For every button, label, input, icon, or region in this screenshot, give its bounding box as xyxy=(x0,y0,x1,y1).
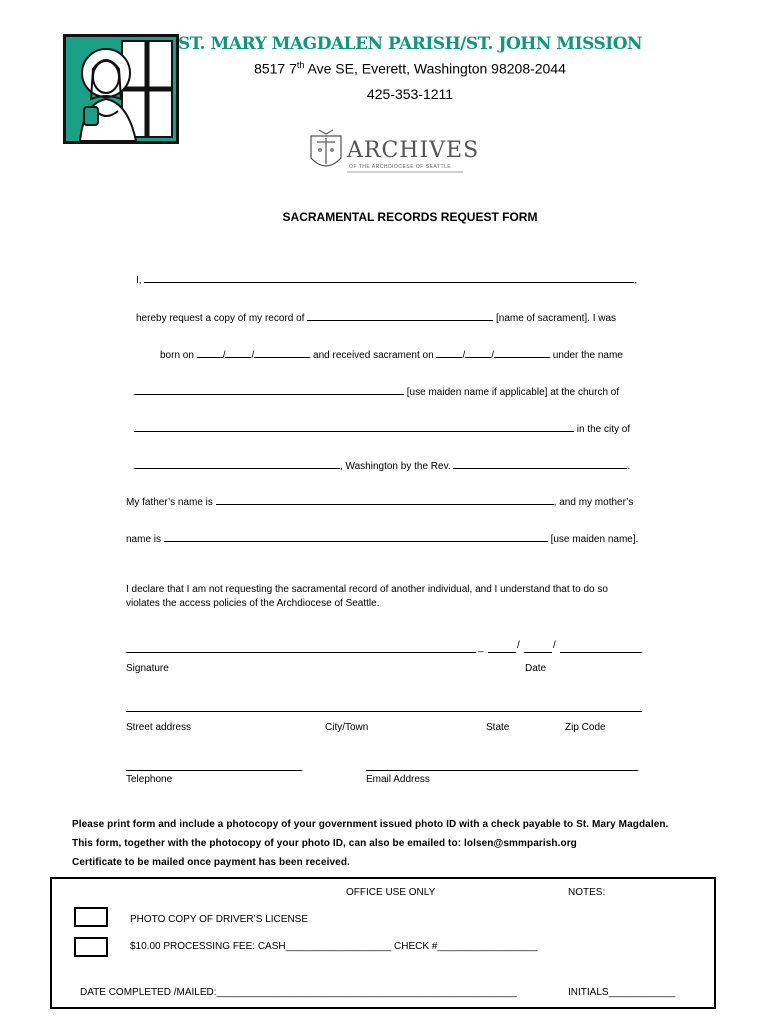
initials-label: INITIALS____________ xyxy=(568,987,676,998)
fee-checkbox[interactable] xyxy=(74,937,108,957)
line-label: [use maiden name if applicable] at the church of xyxy=(406,387,620,398)
line-label: . xyxy=(627,461,631,472)
line-label: My father’s name is xyxy=(126,497,213,508)
fee-label: $10.00 PROCESSING FEE: CASH___________________ CHECK #__________________ xyxy=(130,941,538,952)
reverend-field[interactable] xyxy=(453,458,627,469)
line-label: in the city of xyxy=(576,424,631,435)
parish-address xyxy=(160,60,660,77)
line-label: under the name xyxy=(552,350,623,361)
line-label: [use maiden name]. xyxy=(550,534,639,545)
city-label: City/Town xyxy=(325,722,369,733)
line-label: I, xyxy=(136,275,142,286)
line-label: name is xyxy=(126,534,162,545)
parish-phone: 425-353-1211 xyxy=(366,86,454,102)
sig-separator: _ xyxy=(478,642,484,653)
sacrament-line xyxy=(136,310,616,324)
date-slash: / xyxy=(517,640,520,651)
line-label: born on xyxy=(160,350,194,361)
city-rev-line xyxy=(134,458,630,472)
office-use-box xyxy=(50,877,716,1009)
line-label: hereby request a copy of my record of xyxy=(136,313,305,324)
archives-subtitle: OF THE ARCHDIOCESE OF SEATTLE xyxy=(349,164,452,170)
notes-label: NOTES: xyxy=(568,887,606,898)
archives-logo xyxy=(307,128,480,182)
address-part: 8517 7 xyxy=(254,60,297,77)
line-label: and received sacrament on xyxy=(313,350,434,361)
declaration-line-2: violates the access policies of the Archdiocese of Seattle. xyxy=(126,598,380,609)
telephone-label: Telephone xyxy=(126,774,173,785)
declaration-line-1: I declare that I am not requesting the sacramental record of another individual, and I understand that to do so xyxy=(126,584,608,595)
address-sup: th xyxy=(296,60,305,70)
zip-label: Zip Code xyxy=(565,722,606,733)
church-line xyxy=(134,421,630,435)
address-field[interactable] xyxy=(126,711,642,712)
sacrament-day-field[interactable] xyxy=(465,347,491,358)
street-label: Street address xyxy=(126,722,192,733)
line-label: , Washington by the Rev. xyxy=(340,461,451,472)
sacrament-month-field[interactable] xyxy=(436,347,462,358)
birth-day-field[interactable] xyxy=(225,347,251,358)
date-slash: / xyxy=(553,640,556,651)
sign-day-field[interactable] xyxy=(524,652,552,653)
email-label: Email Address xyxy=(366,774,430,785)
sign-year-field[interactable] xyxy=(560,652,642,653)
license-label: PHOTO COPY OF DRIVER’S LICENSE xyxy=(130,914,309,925)
record-name-field[interactable] xyxy=(134,384,404,395)
line-label: , xyxy=(634,275,638,286)
instructions-line-1: Please print form and include a photocopy of your government issued photo ID with a check payable to St. Mary Magdalen. xyxy=(72,819,669,830)
city-field[interactable] xyxy=(134,458,340,469)
line-label: [name of sacrament]. I was xyxy=(495,313,617,324)
email-field[interactable] xyxy=(366,770,638,771)
full-name-field[interactable] xyxy=(144,272,634,283)
birth-year-field[interactable] xyxy=(254,347,310,358)
mother-line xyxy=(126,531,638,545)
parish-name: ST. MARY MAGDALEN PARISH/ST. JOHN MISSION xyxy=(177,34,643,54)
father-name-field[interactable] xyxy=(216,494,554,505)
sacrament-year-field[interactable] xyxy=(494,347,550,358)
father-line xyxy=(126,494,633,508)
instructions-line-2: This form, together with the photocopy of your photo ID, can also be emailed to: lolsen@smmparish.org xyxy=(72,838,577,849)
sign-month-field[interactable] xyxy=(488,652,516,653)
line-label: , and my mother’s xyxy=(553,497,634,508)
birth-month-field[interactable] xyxy=(197,347,223,358)
instructions-line-3: Certificate to be mailed once payment has been received. xyxy=(72,857,350,868)
form-title: SACRAMENTAL RECORDS REQUEST FORM xyxy=(282,210,538,224)
signature-field[interactable] xyxy=(126,652,476,653)
birth-line: born on / / and received sacrament on / / under the name xyxy=(160,347,623,361)
name-line xyxy=(136,272,637,286)
address-part: Ave SE, Everett, Washington 98208-2044 xyxy=(304,60,566,77)
date-completed-label: DATE COMPLETED /MAILED:______________________________________________________ xyxy=(80,987,517,998)
office-use-title: OFFICE USE ONLY xyxy=(346,887,436,898)
signature-label: Signature xyxy=(126,663,169,674)
mother-name-field[interactable] xyxy=(164,531,548,542)
state-label: State xyxy=(486,722,510,733)
church-name-field[interactable] xyxy=(134,421,574,432)
date-label: Date xyxy=(525,663,547,674)
archives-word: ARCHIVES xyxy=(347,138,480,163)
telephone-field[interactable] xyxy=(126,770,302,771)
sacrament-name-field[interactable] xyxy=(307,310,493,321)
license-checkbox[interactable] xyxy=(74,907,108,927)
maiden-name-line xyxy=(134,384,619,398)
